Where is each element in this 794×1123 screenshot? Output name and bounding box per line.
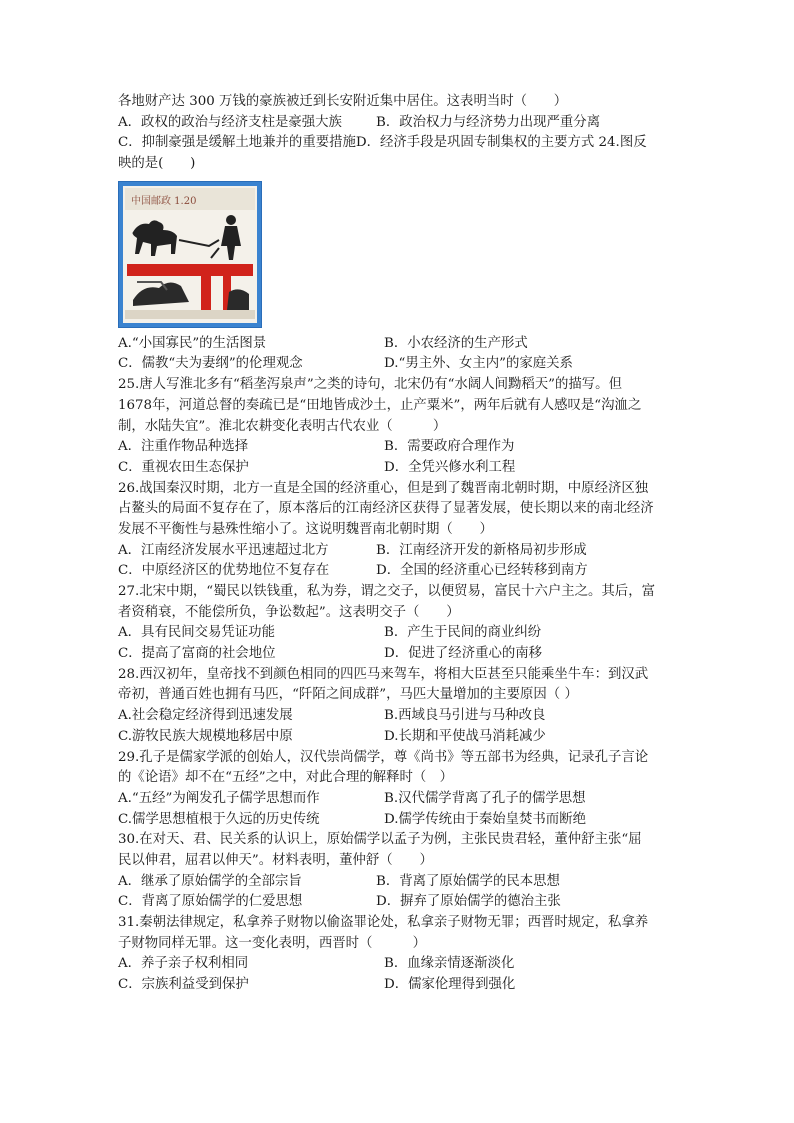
q31-stem-line-2: 子财物同样无罪。这一变化表明，西晋时（ ） bbox=[118, 935, 426, 951]
q25-stem-line-1: 25.唐人写淮北多有“稻垄泻泉声”之类的诗句，北宋仍有“水阔人间黝稻天”的描写。但 bbox=[118, 377, 622, 393]
q24-option-a: A.“小国寡民”的生活图景 bbox=[118, 335, 267, 351]
q30-option-c: C．背离了原始儒学的仁爱思想 bbox=[118, 894, 303, 910]
q30-stem-line-1: 30.在对天、君、民关系的认识上，原始儒学以孟子为例，主张民贵君轻，董仲舒主张“屈 bbox=[118, 832, 642, 848]
q29-option-b: B.汉代儒学背离了孔子的儒学思想 bbox=[384, 790, 586, 806]
q30-options-row-1 bbox=[118, 872, 638, 893]
q31-options-row-1 bbox=[118, 954, 638, 975]
q25-option-d: D．全凭兴修水利工程 bbox=[384, 459, 516, 475]
q24-option-c: C．儒教“夫为妻纲”的伦理观念 bbox=[118, 356, 303, 372]
q27-option-d: D．促进了经济重心的南移 bbox=[384, 646, 543, 662]
q24-options-row-1 bbox=[118, 334, 638, 355]
q23-option-a: A．政权的政治与经济支柱是豪强大族 bbox=[118, 114, 342, 130]
q24-options-row-2 bbox=[118, 354, 638, 375]
q30-stem-line-2: 民以伸君，屈君以伸天”。材料表明，董仲舒（ ） bbox=[118, 852, 433, 868]
q31-stem-line-1: 31.秦朝法律规定，私拿养子财物以偷盗罪论处，私拿亲子财物无罪；西晋时规定，私拿养 bbox=[118, 915, 649, 930]
q25-option-a: A．注重作物品种选择 bbox=[118, 439, 249, 455]
q26-stem-line-3: 发展不平衡性与悬殊性缩小了。这说明魏晋南北朝时期（ ） bbox=[118, 521, 493, 537]
q27-options-row-2 bbox=[118, 644, 638, 665]
q31-options-row-2 bbox=[118, 975, 638, 996]
q30-options-row-2 bbox=[118, 892, 638, 913]
q29-stem-line-1: 29.孔子是儒家学派的创始人，汉代崇尚儒学，尊《尚书》等五部书为经典，记录孔子言论 bbox=[118, 749, 649, 765]
q26-option-d: D．全国的经济重心已经转移到南方 bbox=[376, 563, 588, 579]
q24-option-d: D.“男主外、女主内”的家庭关系 bbox=[384, 356, 573, 372]
q28-option-c: C.游牧民族大规模地移居中原 bbox=[118, 728, 293, 744]
q29-option-c: C.儒学思想植根于久远的历史传统 bbox=[118, 811, 320, 827]
q27-option-b: B．产生于民间的商业纠纷 bbox=[384, 625, 542, 641]
q23-stem-tail: 各地财产达 300 万钱的豪族被迁到长安附近集中居住。这表明当时（ ） bbox=[118, 94, 568, 109]
q25-stem-line-2: 1678年，河道总督的奏疏已是“田地皆成沙土，止产粟米”，两年后就有人感叹是“沟洫之 bbox=[118, 397, 642, 413]
q26-stem-line-2: 占鳌头的局面不复存在了，原本落后的江南经济区获得了显著发展，使长期以来的南北经济 bbox=[118, 501, 654, 517]
q26-options-row-2 bbox=[118, 561, 638, 582]
q28-option-a: A.社会稳定经济得到迅速发展 bbox=[118, 708, 293, 724]
q29-option-d: D.儒学传统由于秦始皇焚书而断绝 bbox=[384, 811, 586, 827]
q30-option-b: B．背离了原始儒学的民本思想 bbox=[376, 873, 560, 889]
q26-option-c: C．中原经济区的优势地位不复存在 bbox=[118, 563, 330, 579]
q27-options-row-1 bbox=[118, 623, 638, 644]
stamp-header-text: 中国邮政 1.20 bbox=[131, 195, 197, 207]
q26-options-row-1 bbox=[118, 541, 638, 562]
q23-option-d: D．经济手段是巩固专制集权的主要方式 24.图反 bbox=[355, 135, 647, 151]
q29-options-row-2 bbox=[118, 810, 638, 831]
q27-stem-line-2: 者资稍衰，不能偿所负，争讼数起”。这表明交子（ ） bbox=[118, 604, 460, 620]
q29-stem-line-2: 的《论语》却不在“五经”之中，对此合理的解释时（ ） bbox=[118, 770, 454, 786]
q28-stem-line-1: 28.西汉初年，皇帝找不到颜色相同的四匹马来驾车，将相大臣甚至只能乘坐牛车：到汉武 bbox=[118, 666, 649, 682]
q23-options-row-2 bbox=[118, 133, 647, 154]
q31-option-b: B．血缘亲情逐渐淡化 bbox=[384, 956, 515, 972]
q28-options-row-2 bbox=[118, 727, 638, 748]
q23-option-c: C．抑制豪强是缓解土地兼并的重要措施 bbox=[118, 135, 356, 151]
q26-option-a: A．江南经济发展水平迅速超过北方 bbox=[118, 542, 329, 558]
q24-stem: 映的是( ) bbox=[118, 156, 196, 172]
q25-stem-line-3: 制，水陆失宜”。淮北农耕变化表明古代农业（ ） bbox=[118, 418, 447, 434]
q26-stem-line-1: 26.战国秦汉时期，北方一直是全国的经济重心，但是到了魏晋南北朝时期，中原经济区独 bbox=[118, 480, 649, 496]
q28-stem-line-2: 帝初，普通百姓也拥有马匹，“阡陌之间成群”，马匹大量增加的主要原因（ ） bbox=[118, 687, 578, 703]
stamp-illustration bbox=[119, 182, 261, 327]
q25-option-c: C．重视农田生态保护 bbox=[118, 459, 249, 475]
q25-option-b: B．需要政府合理作为 bbox=[384, 439, 515, 455]
q24-option-b: B．小农经济的生产形式 bbox=[384, 335, 528, 351]
q31-option-a: A．养子亲子权利相同 bbox=[118, 956, 249, 972]
q25-options-row-1 bbox=[118, 437, 638, 458]
q28-options-row-1 bbox=[118, 706, 638, 727]
q31-option-c: C．宗族利益受到保护 bbox=[118, 977, 249, 993]
q29-options-row-1 bbox=[118, 789, 638, 810]
q27-stem-line-1: 27.北宋中期，“蜀民以铁钱重，私为券，谓之交子，以便贸易，富民十六户主之。其后，富 bbox=[118, 584, 655, 599]
q30-option-a: A．继承了原始儒学的全部宗旨 bbox=[118, 873, 302, 889]
q23-options-row-1 bbox=[118, 113, 638, 134]
q26-option-b: B．江南经济开发的新格局初步形成 bbox=[376, 542, 587, 558]
q23-option-b: B．政治权力与经济势力出现严重分离 bbox=[376, 114, 601, 130]
q27-option-a: A．具有民间交易凭证功能 bbox=[118, 625, 275, 641]
q28-option-b: B.西域良马引进与马种改良 bbox=[384, 708, 546, 724]
q27-option-c: C．提高了富商的社会地位 bbox=[118, 646, 276, 662]
q28-option-d: D.长期和平使战马消耗减少 bbox=[384, 728, 546, 744]
q29-option-a: A.“五经”为阐发孔子儒学思想而作 bbox=[118, 790, 320, 806]
exam-page bbox=[118, 92, 655, 996]
q25-options-row-2 bbox=[118, 458, 638, 479]
q30-option-d: D．摒弃了原始儒学的德治主张 bbox=[376, 894, 561, 910]
q31-option-d: D．儒家伦理得到强化 bbox=[384, 977, 516, 993]
stamp-image bbox=[118, 181, 262, 328]
